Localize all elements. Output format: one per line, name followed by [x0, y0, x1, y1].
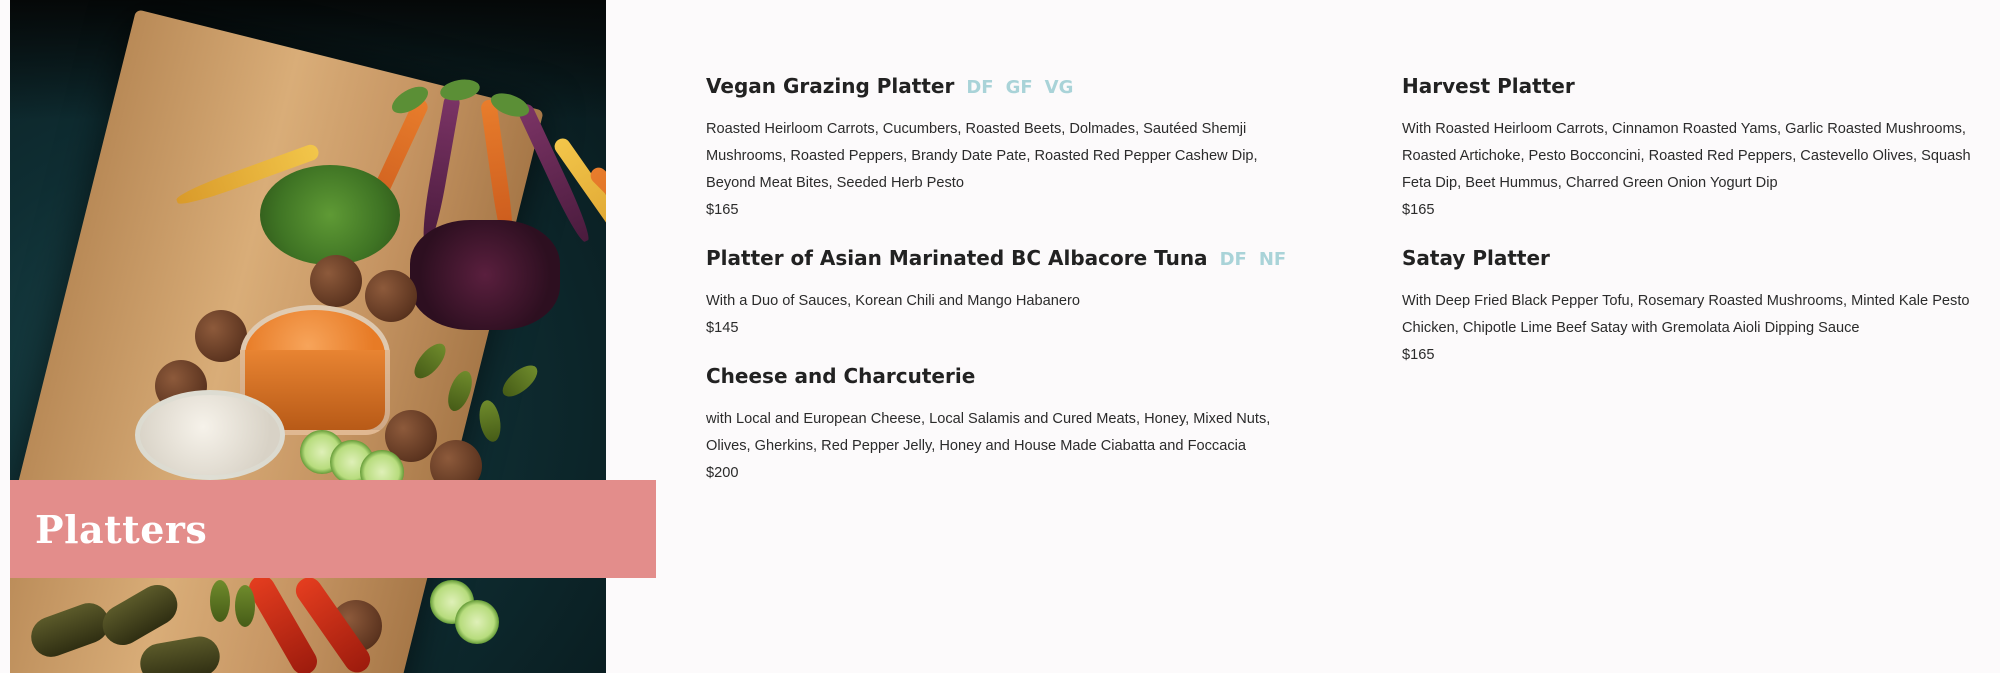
gherkin: [477, 399, 504, 444]
menu-item: [1402, 246, 1992, 369]
menu-item-description: With Roasted Heirloom Carrots, Cinnamon Roasted Yams, Garlic Roasted Mushrooms, Roasted Artichoke, Pesto Bocconcini, Roasted Red Peppers, Castevello Olives, Squash Feta Dip, Beet Hummus, Charred Green Onion Yogurt Dip: [1402, 121, 1971, 191]
menu-item-header: [706, 74, 1306, 98]
menu-item: [706, 246, 1306, 342]
menu-item-header: [706, 246, 1306, 270]
menu-item-header: [1402, 246, 1992, 270]
menu-item-header: [1402, 74, 1992, 98]
menu-column-right: [1402, 74, 1992, 391]
menu-item-title: Cheese and Charcuterie: [706, 364, 976, 388]
dietary-tag: DF: [1219, 249, 1247, 270]
menu-item-price: $165: [1402, 202, 1435, 218]
menu-item-price: $165: [706, 202, 739, 218]
menu-item-price: $200: [706, 465, 739, 481]
menu-item: [706, 364, 1306, 487]
section-title: Platters: [35, 506, 208, 552]
menu-item-header: [706, 364, 1306, 388]
dietary-tag: VG: [1044, 77, 1074, 98]
kale: [260, 165, 400, 265]
menu-item-title: Satay Platter: [1402, 246, 1550, 270]
menu-item-description: With Deep Fried Black Pepper Tofu, Rosemary Roasted Mushrooms, Minted Kale Pesto Chicken, Chipotle Lime Beef Satay with Gremolata Aioli Dipping Sauce: [1402, 293, 1970, 336]
cucumber-slice: [455, 600, 499, 644]
menu-item-description: Roasted Heirloom Carrots, Cucumbers, Roasted Beets, Dolmades, Sautéed Shemji Mushrooms, Roasted Peppers, Brandy Date Pate, Roasted Red Pepper Cashew Dip, Beyond Meat Bites, Seeded Herb Pesto: [706, 121, 1258, 191]
menu-item-title: Platter of Asian Marinated BC Albacore Tuna: [706, 246, 1208, 270]
menu-item-title: Vegan Grazing Platter: [706, 74, 955, 98]
gherkin: [235, 585, 255, 627]
meatball: [365, 270, 417, 322]
menu-column-left: [706, 74, 1306, 509]
menu-item: [1402, 74, 1992, 224]
section-title-band: [10, 480, 656, 578]
yogurt-dip-jar: [135, 390, 285, 480]
menu-item-description: with Local and European Cheese, Local Salamis and Cured Meats, Honey, Mixed Nuts, Olives, Gherkins, Red Pepper Jelly, Honey and House Made Ciabatta and Foccacia: [706, 411, 1271, 454]
menu-item-price: $145: [706, 320, 739, 336]
menu-item-description: With a Duo of Sauces, Korean Chili and Mango Habanero: [706, 293, 1080, 309]
dietary-tag: DF: [966, 77, 994, 98]
beet-chips: [410, 220, 560, 330]
gherkin: [210, 580, 230, 622]
red-pepper-dip-jar: [240, 305, 390, 405]
menu-item-price: $165: [1402, 347, 1435, 363]
menu-item: [706, 74, 1306, 224]
menu-item-title: Harvest Platter: [1402, 74, 1575, 98]
gherkin: [497, 360, 542, 402]
dietary-tag: NF: [1258, 249, 1287, 270]
dietary-tag: GF: [1005, 77, 1033, 98]
meatball: [310, 255, 362, 307]
